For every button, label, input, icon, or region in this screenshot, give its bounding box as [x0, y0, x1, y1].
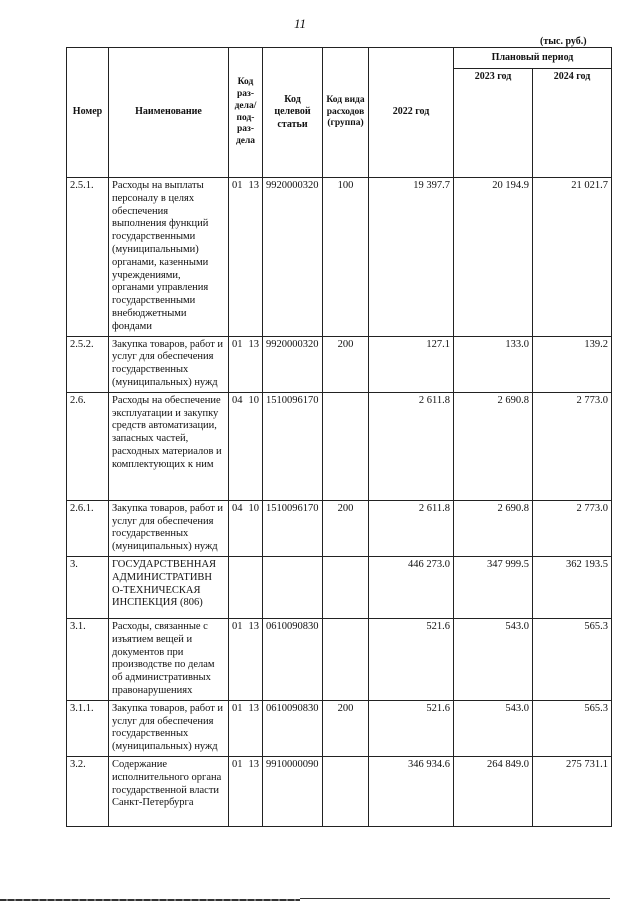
row-target-code: 0610090830: [263, 700, 323, 756]
row-value-2023: 347 999.5: [454, 556, 533, 618]
row-expense-type: 200: [323, 336, 369, 392]
row-value-2024: 565.3: [533, 700, 612, 756]
row-number: 3.1.1.: [67, 700, 109, 756]
row-section-code: [229, 700, 263, 756]
row-subsection: 13: [248, 758, 259, 770]
table-body: [67, 178, 612, 827]
row-section: 04: [232, 394, 243, 406]
table-row: [67, 756, 612, 826]
row-target-code: 9920000320: [263, 178, 323, 337]
header-number: Номер: [67, 48, 109, 178]
row-target-code: 1510096170: [263, 500, 323, 556]
row-section-code: [229, 756, 263, 826]
row-subsection: 13: [248, 338, 259, 350]
row-value-2023: 264 849.0: [454, 756, 533, 826]
row-value-2024: 2 773.0: [533, 392, 612, 500]
row-number: 2.6.1.: [67, 500, 109, 556]
row-subsection: 10: [248, 394, 259, 406]
row-section-code: [229, 178, 263, 337]
header-planned-period: Плановый период: [454, 48, 612, 69]
row-subsection: 13: [248, 702, 259, 714]
header-year-2023: 2023 год: [454, 69, 533, 178]
row-value-2023: 133.0: [454, 336, 533, 392]
row-section: 04: [232, 502, 243, 514]
row-value-2024: 362 193.5: [533, 556, 612, 618]
row-number: 3.: [67, 556, 109, 618]
row-value-2023: 2 690.8: [454, 500, 533, 556]
header-target-code: Код целевой статьи: [263, 48, 323, 178]
header-year-2024: 2024 год: [533, 69, 612, 178]
row-name: Расходы на выплаты персоналу в целях обеспечения выполнения функций государственными (муниципальными) органами, казенными учреждениями, органами управления государственными внебюджетными фондами: [109, 178, 229, 337]
row-name: ГОСУДАРСТВЕННАЯ АДМИНИСТРАТИВН О-ТЕХНИЧЕСКАЯ ИНСПЕКЦИЯ (806): [109, 556, 229, 618]
row-name: Закупка товаров, работ и услуг для обеспечения государственных (муниципальных) нужд: [109, 336, 229, 392]
row-value-2023: 543.0: [454, 618, 533, 700]
row-number: 2.6.: [67, 392, 109, 500]
row-name: Расходы, связанные с изъятием вещей и документов при производстве по делам об административных правонарушениях: [109, 618, 229, 700]
table-row: [67, 556, 612, 618]
row-subsection: 13: [248, 620, 259, 632]
row-value-2024: 275 731.1: [533, 756, 612, 826]
header-year-2022: 2022 год: [369, 48, 454, 178]
row-value-2022: 127.1: [369, 336, 454, 392]
row-value-2022: 2 611.8: [369, 392, 454, 500]
row-name: Расходы на обеспечение эксплуатации и закупку средств автоматизации, запасных частей, расходных материалов и комплектующих к ним: [109, 392, 229, 500]
row-expense-type: [323, 392, 369, 500]
row-value-2022: 19 397.7: [369, 178, 454, 337]
row-value-2023: 20 194.9: [454, 178, 533, 337]
budget-table: [66, 47, 612, 827]
table-row: [67, 336, 612, 392]
row-expense-type: 200: [323, 700, 369, 756]
bottom-rule: [0, 899, 300, 901]
row-subsection: 10: [248, 502, 259, 514]
row-value-2022: 521.6: [369, 618, 454, 700]
row-target-code: 9910000090: [263, 756, 323, 826]
row-section-code: [229, 500, 263, 556]
row-number: 2.5.1.: [67, 178, 109, 337]
row-value-2022: 346 934.6: [369, 756, 454, 826]
row-value-2023: 543.0: [454, 700, 533, 756]
table-row: [67, 500, 612, 556]
row-value-2024: 2 773.0: [533, 500, 612, 556]
table-row: [67, 392, 612, 500]
row-value-2024: 21 021.7: [533, 178, 612, 337]
row-section: 01: [232, 758, 243, 770]
row-expense-type: 100: [323, 178, 369, 337]
row-target-code: 1510096170: [263, 392, 323, 500]
row-section: 01: [232, 338, 243, 350]
row-value-2024: 139.2: [533, 336, 612, 392]
table-row: [67, 178, 612, 337]
row-number: 2.5.2.: [67, 336, 109, 392]
row-value-2022: 521.6: [369, 700, 454, 756]
row-section: 01: [232, 620, 243, 632]
row-number: 3.2.: [67, 756, 109, 826]
row-name: Закупка товаров, работ и услуг для обеспечения государственных (муниципальных) нужд: [109, 500, 229, 556]
units-label: (тыс. руб.): [540, 36, 587, 47]
row-expense-type: [323, 556, 369, 618]
row-value-2022: 446 273.0: [369, 556, 454, 618]
row-target-code: [263, 556, 323, 618]
header-section-code: Код раз-дела/ под-раз-дела: [229, 48, 263, 178]
row-name: Содержание исполнительного органа государственной власти Санкт-Петербурга: [109, 756, 229, 826]
row-number: 3.1.: [67, 618, 109, 700]
row-expense-type: [323, 618, 369, 700]
row-section-code: [229, 618, 263, 700]
row-target-code: 9920000320: [263, 336, 323, 392]
row-name: Закупка товаров, работ и услуг для обеспечения государственных (муниципальных) нужд: [109, 700, 229, 756]
row-value-2022: 2 611.8: [369, 500, 454, 556]
table-row: [67, 700, 612, 756]
row-value-2023: 2 690.8: [454, 392, 533, 500]
row-value-2024: 565.3: [533, 618, 612, 700]
row-section: 01: [232, 180, 243, 191]
row-target-code: 0610090830: [263, 618, 323, 700]
header-name: Наименование: [109, 48, 229, 178]
page-number: 11: [293, 16, 307, 31]
row-expense-type: [323, 756, 369, 826]
row-section-code: [229, 556, 263, 618]
row-expense-type: 200: [323, 500, 369, 556]
bottom-rule-right: [300, 898, 610, 899]
row-section-code: [229, 392, 263, 500]
table-row: [67, 618, 612, 700]
row-section-code: [229, 336, 263, 392]
row-section: 01: [232, 702, 243, 714]
header-expense-type-code: Код вида расходов (группа): [323, 48, 369, 178]
row-subsection: 13: [248, 180, 259, 191]
